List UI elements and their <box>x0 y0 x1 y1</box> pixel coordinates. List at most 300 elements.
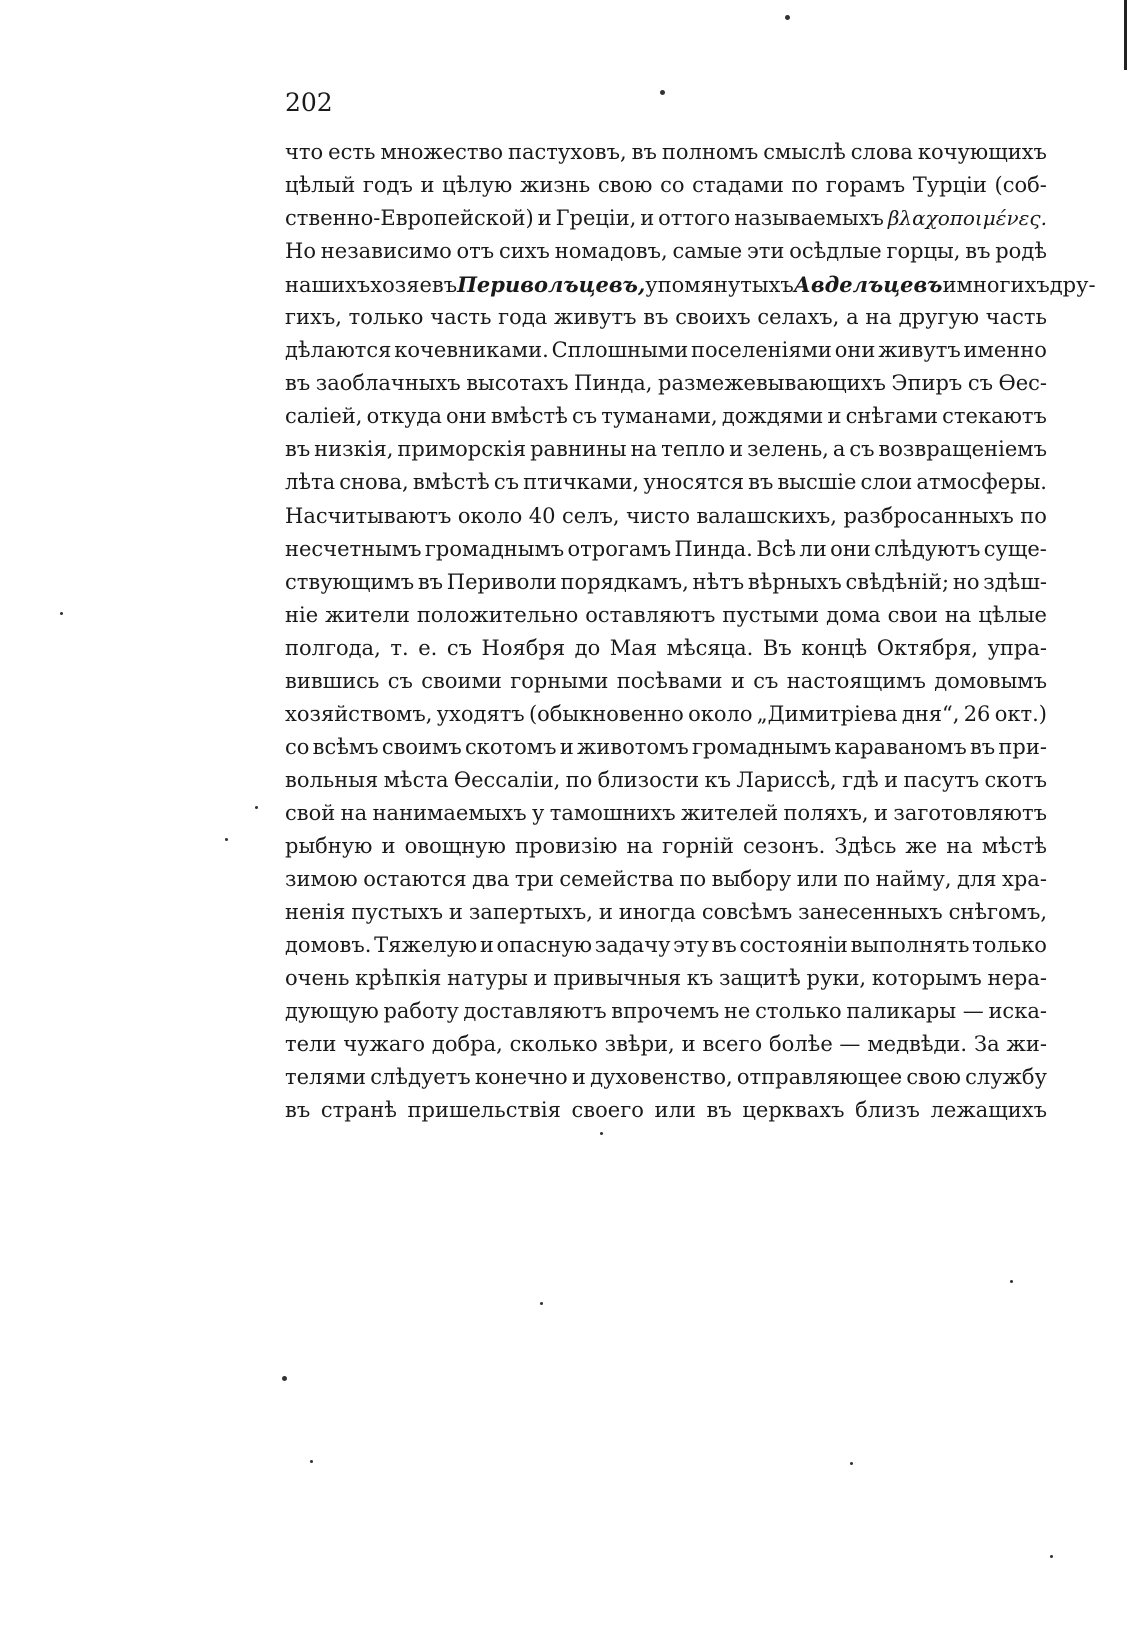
word: снова, <box>339 470 409 495</box>
word: они <box>830 536 871 561</box>
word: Эпиръ <box>891 371 963 396</box>
word: свѣдѣній; <box>845 569 950 594</box>
word: снѣгами <box>845 404 938 429</box>
word: доставляютъ <box>463 999 607 1024</box>
word: Ларисcѣ, <box>736 767 837 792</box>
word: свою <box>906 1065 961 1090</box>
text-line <box>285 169 1047 202</box>
word: и <box>942 273 957 298</box>
word: Въ <box>762 635 792 660</box>
word: и <box>381 833 396 858</box>
word: дѣлаются <box>285 338 392 363</box>
word: съ <box>493 470 519 495</box>
word: дома <box>826 602 881 627</box>
word: караваномъ <box>834 734 967 759</box>
word: около <box>688 701 753 726</box>
word: лѣта <box>285 470 336 495</box>
scan-speck <box>310 1460 313 1463</box>
word: и <box>420 173 435 198</box>
word: заготовляютъ <box>893 800 1047 825</box>
word: опасную <box>496 933 593 958</box>
word: добра, <box>431 1032 503 1057</box>
word: около <box>457 503 523 528</box>
word: домовъ. <box>285 933 372 958</box>
word: крѣпкія <box>355 966 442 991</box>
word: при- <box>998 734 1047 759</box>
word: въ <box>631 140 657 164</box>
word: въ <box>285 437 311 462</box>
word: Насчитываютъ <box>285 503 452 528</box>
word: мѣсяца. <box>666 635 754 660</box>
word: Периволъцевъ, <box>457 272 646 298</box>
word: и <box>533 966 548 991</box>
word: животомъ <box>576 734 689 759</box>
word: и <box>479 933 494 958</box>
word: и <box>729 437 744 462</box>
word: именно <box>963 338 1047 363</box>
word: въ <box>711 933 737 958</box>
text-line <box>285 863 1047 896</box>
word: домовымъ <box>934 668 1047 693</box>
word: съ <box>967 371 993 396</box>
word: своего <box>571 1098 644 1123</box>
word: мѣстѣ <box>981 833 1047 858</box>
word: и <box>598 900 613 925</box>
scan-speck <box>540 1302 543 1305</box>
word: зимою <box>285 867 358 892</box>
word: и <box>884 767 899 792</box>
word: найму, <box>875 867 952 892</box>
word: птичками, <box>523 470 640 495</box>
word: дру- <box>1049 273 1096 298</box>
word: въ <box>643 305 669 330</box>
word: снѣгомъ, <box>948 900 1047 925</box>
word: слѣдуютъ <box>874 536 981 561</box>
word: ли <box>799 536 827 561</box>
word: отъ <box>456 239 495 264</box>
word: года <box>498 305 548 330</box>
word: или <box>796 867 839 892</box>
word: упра- <box>987 635 1047 660</box>
word: вмѣстѣ <box>490 404 568 429</box>
word: медвѣди. <box>867 1032 968 1057</box>
word: для <box>957 867 997 892</box>
word: размежевывающихъ <box>658 371 886 396</box>
scan-speck <box>1050 1555 1053 1558</box>
scan-speck <box>600 1132 603 1135</box>
word: Мая <box>609 635 658 660</box>
word: службу <box>965 1065 1047 1090</box>
word: высотахъ <box>466 371 569 396</box>
word: несчетнымъ <box>285 536 422 561</box>
text-line <box>285 566 1047 599</box>
word: здѣш- <box>983 569 1047 594</box>
word: и <box>640 206 655 231</box>
word: они <box>834 338 876 363</box>
word: поляхъ, <box>783 800 869 825</box>
word: всѣмъ <box>312 734 379 759</box>
word: самые <box>672 239 743 264</box>
word: близости <box>597 767 700 792</box>
word: пришельствія <box>407 1098 561 1123</box>
word: но <box>952 569 980 594</box>
word: горамъ <box>825 173 906 198</box>
word: дождями <box>721 404 824 429</box>
word: независимо <box>320 239 452 264</box>
word: пустыми <box>722 602 820 627</box>
word: гдѣ <box>842 767 879 792</box>
word: что <box>285 140 324 164</box>
word: впрочемъ <box>611 999 720 1024</box>
scan-speck <box>785 15 790 20</box>
word: своимъ <box>381 734 462 759</box>
word: поселеніями <box>691 338 832 363</box>
word: высшіе <box>777 470 857 495</box>
word: занесенныхъ <box>798 900 943 925</box>
word: привычныя <box>553 966 682 991</box>
word: руки, <box>806 966 867 991</box>
word: ственно-Европейской) <box>285 206 534 231</box>
word: на <box>630 437 658 462</box>
word: задачу <box>594 933 671 958</box>
word: Октября, <box>876 635 978 660</box>
word: живутъ <box>554 305 637 330</box>
word: Греціи, <box>555 206 637 231</box>
word: стадами <box>692 173 784 198</box>
text-line <box>285 268 1096 301</box>
word: чисто <box>626 503 690 528</box>
word: а <box>846 305 859 330</box>
word: по <box>565 767 593 792</box>
word: „Димитріева <box>756 701 898 726</box>
word: номадовъ, <box>554 239 668 264</box>
page-edge-rule <box>1124 0 1127 70</box>
word: тамошнихъ <box>549 800 676 825</box>
body-text <box>285 136 1096 1127</box>
word: совсѣмъ <box>701 900 793 925</box>
word: на <box>626 833 653 858</box>
text-line <box>285 731 1047 764</box>
text-line <box>285 797 1047 830</box>
word: столько <box>755 999 842 1024</box>
scan-speck <box>1010 1280 1013 1283</box>
word: въ <box>706 1098 732 1123</box>
word: своими <box>421 668 502 693</box>
word: горными <box>510 668 609 693</box>
word: жизнь <box>520 173 591 198</box>
text-line <box>285 533 1047 566</box>
word: ненія <box>285 900 346 925</box>
word: и <box>559 734 574 759</box>
word: въ <box>285 371 311 396</box>
word: на <box>944 602 972 627</box>
word: свои <box>887 602 938 627</box>
word: и <box>448 900 463 925</box>
word: Ѳес- <box>998 371 1047 396</box>
word: жителей <box>680 800 779 825</box>
word: стекаютъ <box>942 404 1047 429</box>
scan-speck <box>225 838 228 841</box>
word: Пинда, <box>574 371 653 396</box>
word: другую <box>898 305 980 330</box>
word: гихъ, <box>285 305 342 330</box>
word: сколько <box>509 1032 598 1057</box>
word: въ <box>969 734 996 759</box>
text-line <box>285 830 1047 863</box>
word: упомянутыхъ <box>645 273 794 298</box>
word: нашихъ <box>285 273 371 298</box>
word: 26 <box>963 701 991 726</box>
word: же <box>905 833 938 858</box>
word: по <box>1020 503 1047 528</box>
word: съ <box>753 668 779 693</box>
word: эти <box>747 239 785 264</box>
word: странѣ <box>320 1098 397 1123</box>
word: саліей, <box>285 404 363 429</box>
word: и <box>827 404 842 429</box>
word: только <box>972 933 1047 958</box>
word: своихъ <box>675 305 751 330</box>
word: атмосферы. <box>916 470 1047 495</box>
word: хозяйствомъ, <box>285 701 433 726</box>
scan-speck <box>850 1462 853 1465</box>
word: отправляющее <box>736 1065 903 1090</box>
word: 40 <box>528 503 556 528</box>
text-line <box>285 764 1047 797</box>
word: кочевниками. <box>394 338 549 363</box>
word: звѣри, <box>604 1032 675 1057</box>
text-line <box>285 500 1047 533</box>
word: называемыхъ <box>734 206 884 231</box>
word: на <box>865 305 892 330</box>
word: и <box>571 1065 586 1090</box>
page-number: 202 <box>285 88 333 117</box>
word: скотомъ <box>464 734 557 759</box>
word: не <box>723 999 751 1024</box>
word: порядкамъ, <box>560 569 689 594</box>
word: остаются <box>363 867 467 892</box>
word: только <box>348 305 424 330</box>
text-line <box>285 1028 1047 1061</box>
word: иногда <box>618 900 696 925</box>
word: дня“, <box>901 701 960 726</box>
text-line <box>285 136 1047 169</box>
word: они <box>446 404 487 429</box>
word: эту <box>673 933 709 958</box>
word: тепло <box>661 437 726 462</box>
word: равнины <box>530 437 627 462</box>
text-line <box>285 995 1047 1028</box>
word: конечно <box>474 1065 568 1090</box>
word: βλαχοποιμένες. <box>887 206 1047 231</box>
text-line <box>285 466 1047 499</box>
word: Авделъцевъ <box>793 272 943 298</box>
word: по <box>679 867 707 892</box>
word: смыслѣ <box>763 140 846 164</box>
text-line <box>285 929 1047 962</box>
text-line <box>285 367 1047 400</box>
word: пастуховъ, <box>508 140 627 164</box>
word: цѣлые <box>978 602 1047 627</box>
text-line <box>285 334 1047 367</box>
word: овощную <box>404 833 506 858</box>
word: уносятся <box>643 470 744 495</box>
text-line <box>285 235 1047 268</box>
word: Сплошными <box>551 338 689 363</box>
word: и <box>873 800 888 825</box>
word: цѣлый <box>285 173 356 198</box>
word: Тяжелую <box>374 933 478 958</box>
word: два <box>472 867 510 892</box>
word: съ <box>387 668 413 693</box>
text-line <box>285 665 1047 698</box>
word: очень <box>285 966 350 991</box>
text-line <box>285 202 1047 235</box>
word: сезонъ. <box>742 833 826 858</box>
text-line <box>285 301 1047 334</box>
word: оставляютъ <box>585 602 716 627</box>
word: Здѣсь <box>834 833 897 858</box>
word: близъ <box>855 1098 920 1123</box>
word: многихъ <box>956 273 1050 298</box>
word: а <box>832 437 846 462</box>
word: Турціи <box>912 173 987 198</box>
word: громаднымъ <box>691 734 832 759</box>
word: мѣста <box>383 767 449 792</box>
word: съ <box>849 437 875 462</box>
word: суще- <box>983 536 1047 561</box>
text-line <box>285 599 1047 632</box>
word: горній <box>662 833 734 858</box>
word: горцы, <box>886 239 961 264</box>
word: семейства <box>559 867 675 892</box>
word: годъ <box>362 173 413 198</box>
word: лежащихъ <box>930 1098 1047 1123</box>
word: въ <box>748 470 774 495</box>
word: съ <box>446 635 472 660</box>
word: слѣдуетъ <box>370 1065 471 1090</box>
word: пасутъ <box>903 767 980 792</box>
text-line <box>285 1094 1047 1127</box>
word: телями <box>285 1065 366 1090</box>
word: окт.) <box>994 701 1047 726</box>
word: болѣе — <box>769 1032 861 1057</box>
word: разбросанныхъ <box>843 503 1014 528</box>
word: выбору <box>711 867 792 892</box>
word: и <box>537 206 552 231</box>
word: вившись <box>285 668 380 693</box>
scan-speck <box>255 806 258 809</box>
word: духовенство, <box>590 1065 733 1090</box>
word: туманами, <box>601 404 718 429</box>
word: по <box>791 173 819 198</box>
word: концѣ <box>801 635 868 660</box>
word: положительно <box>416 602 579 627</box>
word: пустыхъ <box>351 900 443 925</box>
word: нанимаемыхъ <box>372 800 527 825</box>
word: множество <box>380 140 504 164</box>
word: скотъ <box>984 767 1047 792</box>
word: въ <box>965 239 991 264</box>
word: на <box>946 833 973 858</box>
word: иска- <box>988 999 1047 1024</box>
word: вольныя <box>285 767 379 792</box>
word: свою <box>597 173 653 198</box>
word: работу <box>383 999 459 1024</box>
word: осѣдлые <box>789 239 882 264</box>
word: Ѳессаліи, <box>453 767 561 792</box>
word: низкія, <box>314 437 394 462</box>
word: зелень, <box>747 437 829 462</box>
word: живутъ <box>878 338 961 363</box>
word: выполнять <box>850 933 970 958</box>
word: со <box>660 173 685 198</box>
word: часть <box>985 305 1047 330</box>
word: кочующихъ <box>917 140 1047 164</box>
word: слова <box>850 140 913 164</box>
word: е. <box>418 635 438 660</box>
word: ствующимъ <box>285 569 415 594</box>
word: до <box>574 635 601 660</box>
word: съ <box>571 404 598 429</box>
word: свой <box>285 800 336 825</box>
word: приморскія <box>397 437 527 462</box>
word: валашскихъ, <box>696 503 837 528</box>
word: въ <box>285 1098 311 1123</box>
scan-speck <box>660 90 665 95</box>
scan-speck <box>60 612 63 615</box>
word: заоблачныхъ <box>315 371 461 396</box>
word: рыбную <box>285 833 373 858</box>
word: нѣтъ <box>692 569 745 594</box>
text-line <box>285 698 1047 731</box>
word: часть <box>430 305 492 330</box>
word: натуры <box>447 966 528 991</box>
word: три <box>514 867 554 892</box>
word: состояніи <box>739 933 848 958</box>
word: тели <box>285 1032 337 1057</box>
word: родѣ <box>995 239 1047 264</box>
word: сихъ <box>498 239 550 264</box>
word: (соб- <box>994 173 1047 198</box>
word: въ <box>417 569 443 594</box>
word: отрогамъ <box>567 536 672 561</box>
word: запертыхъ, <box>468 900 593 925</box>
word: вмѣстѣ <box>412 470 490 495</box>
word: вѣрныхъ <box>747 569 842 594</box>
word: цѣлую <box>442 173 513 198</box>
word: у <box>531 800 545 825</box>
word: Ноября <box>481 635 566 660</box>
word: къ <box>704 767 731 792</box>
word: есть <box>328 140 376 164</box>
word: и <box>681 1032 696 1057</box>
text-line <box>285 400 1047 433</box>
word: нера- <box>987 966 1047 991</box>
word: со <box>285 734 310 759</box>
word: Периволи <box>446 569 557 594</box>
text-line <box>285 433 1047 466</box>
word: чужаго <box>343 1032 426 1057</box>
word: жители <box>325 602 410 627</box>
word: и <box>730 668 745 693</box>
word: ніе <box>285 602 319 627</box>
word: на <box>340 800 368 825</box>
word: возвращеніемъ <box>878 437 1047 462</box>
word: Пинда. <box>674 536 753 561</box>
word: громаднымъ <box>424 536 565 561</box>
text-line <box>285 962 1047 995</box>
